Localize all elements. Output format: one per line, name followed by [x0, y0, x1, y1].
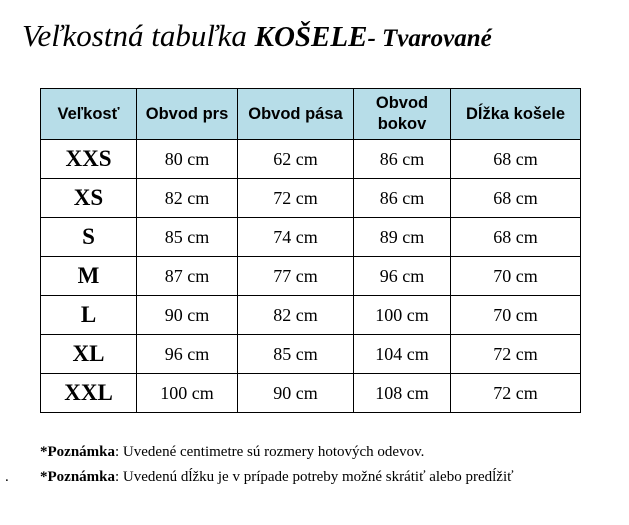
cell-waist: 90 cm	[238, 374, 354, 413]
note-label: *Poznámka	[40, 469, 115, 485]
cell-hips: 86 cm	[354, 140, 451, 179]
note-1	[40, 444, 424, 461]
table-row	[41, 179, 581, 218]
size-table	[40, 88, 581, 413]
cell-size: M	[41, 257, 137, 296]
page-title	[22, 18, 492, 54]
cell-length: 70 cm	[451, 257, 581, 296]
cell-waist: 62 cm	[238, 140, 354, 179]
title-fit: - Tvarované	[367, 25, 492, 52]
cell-waist: 74 cm	[238, 218, 354, 257]
table-row	[41, 140, 581, 179]
cell-size: XXL	[41, 374, 137, 413]
cell-chest: 85 cm	[137, 218, 238, 257]
cell-size: S	[41, 218, 137, 257]
cell-length: 68 cm	[451, 140, 581, 179]
column-header-length: Dĺžka košele	[451, 89, 581, 140]
table-row	[41, 257, 581, 296]
cell-waist: 85 cm	[238, 335, 354, 374]
cell-waist: 77 cm	[238, 257, 354, 296]
cell-hips: 96 cm	[354, 257, 451, 296]
table-row	[41, 296, 581, 335]
cell-chest: 87 cm	[137, 257, 238, 296]
cell-length: 72 cm	[451, 335, 581, 374]
note-text: : Uvedenú dĺžku je v prípade potreby možné skrátiť alebo predĺžiť	[115, 469, 514, 485]
cell-hips: 100 cm	[354, 296, 451, 335]
note-text: : Uvedené centimetre sú rozmery hotových odevov.	[115, 444, 425, 460]
cell-chest: 80 cm	[137, 140, 238, 179]
cell-hips: 108 cm	[354, 374, 451, 413]
column-header-size: Veľkosť	[41, 89, 137, 140]
cell-hips: 104 cm	[354, 335, 451, 374]
stray-dot: .	[5, 469, 9, 485]
cell-chest: 100 cm	[137, 374, 238, 413]
cell-size: XL	[41, 335, 137, 374]
column-header-waist: Obvod pása	[238, 89, 354, 140]
cell-size: XS	[41, 179, 137, 218]
note-2	[40, 469, 514, 486]
cell-waist: 72 cm	[238, 179, 354, 218]
table-row	[41, 218, 581, 257]
table-header-row	[41, 89, 581, 140]
cell-hips: 86 cm	[354, 179, 451, 218]
cell-size: XXS	[41, 140, 137, 179]
cell-chest: 82 cm	[137, 179, 238, 218]
column-header-hips: Obvod bokov	[354, 89, 451, 140]
cell-length: 68 cm	[451, 179, 581, 218]
cell-waist: 82 cm	[238, 296, 354, 335]
note-label: *Poznámka	[40, 444, 115, 460]
cell-length: 72 cm	[451, 374, 581, 413]
table-row	[41, 374, 581, 413]
title-product: KOŠELE	[254, 21, 368, 53]
title-text: Veľkostná tabuľka	[22, 18, 255, 53]
table-row	[41, 335, 581, 374]
cell-hips: 89 cm	[354, 218, 451, 257]
cell-size: L	[41, 296, 137, 335]
column-header-chest: Obvod prs	[137, 89, 238, 140]
cell-length: 70 cm	[451, 296, 581, 335]
cell-chest: 90 cm	[137, 296, 238, 335]
cell-length: 68 cm	[451, 218, 581, 257]
cell-chest: 96 cm	[137, 335, 238, 374]
